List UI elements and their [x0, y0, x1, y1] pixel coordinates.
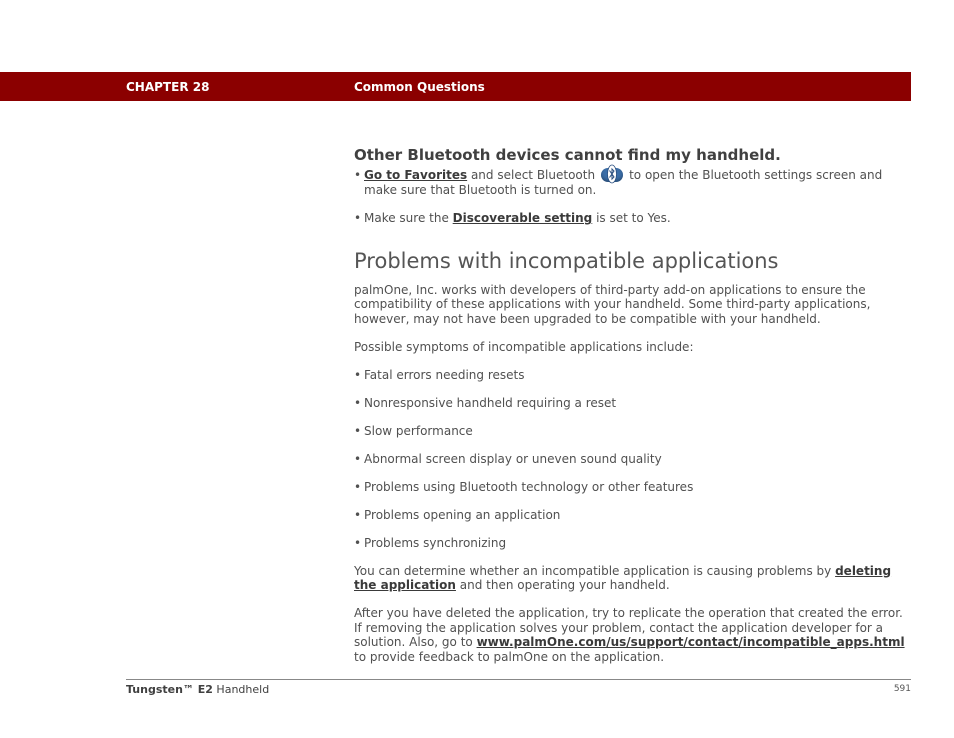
symptoms-intro: Possible symptoms of incompatible applications include: — [354, 339, 694, 354]
bluetooth-icon — [601, 168, 623, 182]
paragraph-text: to provide feedback to palmOne on the application. — [354, 649, 665, 664]
chapter-title: Common Questions — [354, 80, 485, 94]
symptom-item: • Fatal errors needing resets — [354, 368, 910, 383]
intro-paragraph: palmOne, Inc. works with developers of third-party add-on applications to ensure the compatibility of these applications with your handheld. Some third-party applications, however, may not have been upgraded to be compatible with your handheld. — [354, 282, 871, 326]
deleting-application-link[interactable]: deleting the application — [354, 563, 892, 592]
page-number: 591 — [893, 684, 911, 694]
symptom-item: • Nonresponsive handheld requiring a reset — [354, 396, 910, 411]
discoverable-setting-link[interactable]: Discoverable setting — [452, 211, 593, 225]
paragraph-text: After you have deleted the application, try to replicate the operation that created the error. If removing the application solves your problem, contact the application developer for a solution. Also, go to — [354, 606, 903, 649]
bullet-discoverable-setting — [354, 211, 910, 226]
chapter-number: CHAPTER 28 — [126, 80, 210, 94]
paragraph-text: and then operating your handheld. — [455, 578, 670, 592]
go-to-favorites-link[interactable]: Go to Favorites — [364, 168, 468, 182]
chapter-header-bar — [0, 72, 911, 101]
symptom-item: • Abnormal screen display or uneven sound quality — [354, 452, 910, 467]
symptom-item: • Problems opening an application — [354, 508, 910, 523]
incompatible-apps-url-link[interactable]: www.palmOne.com/us/support/contact/incompatible_apps.html — [476, 635, 905, 649]
symptom-item: • Problems using Bluetooth technology or other features — [354, 480, 910, 495]
paragraph-text: You can determine whether an incompatible application is causing problems by — [354, 563, 836, 578]
footer-divider — [126, 679, 911, 680]
bullet-go-to-favorites — [354, 168, 910, 197]
footer-product-name — [126, 683, 269, 696]
section-heading-bluetooth: Other Bluetooth devices cannot find my handheld. — [354, 146, 781, 164]
section-heading-incompatible-apps: Problems with incompatible applications — [354, 248, 779, 273]
after-delete-paragraph — [354, 606, 910, 664]
determine-paragraph — [354, 564, 910, 593]
product-model: Tungsten™ E2 — [126, 683, 213, 696]
symptom-item: • Slow performance — [354, 424, 910, 439]
bullet-text: Make sure the — [364, 211, 453, 225]
bullet-text: to open the Bluetooth settings screen and make sure that Bluetooth is turned on. — [364, 168, 883, 197]
symptom-item: • Problems synchronizing — [354, 536, 910, 551]
bullet-text: and select Bluetooth — [467, 168, 596, 182]
product-type: Handheld — [212, 683, 270, 696]
page-content — [354, 146, 910, 664]
bullet-text: is set to Yes. — [592, 211, 671, 225]
